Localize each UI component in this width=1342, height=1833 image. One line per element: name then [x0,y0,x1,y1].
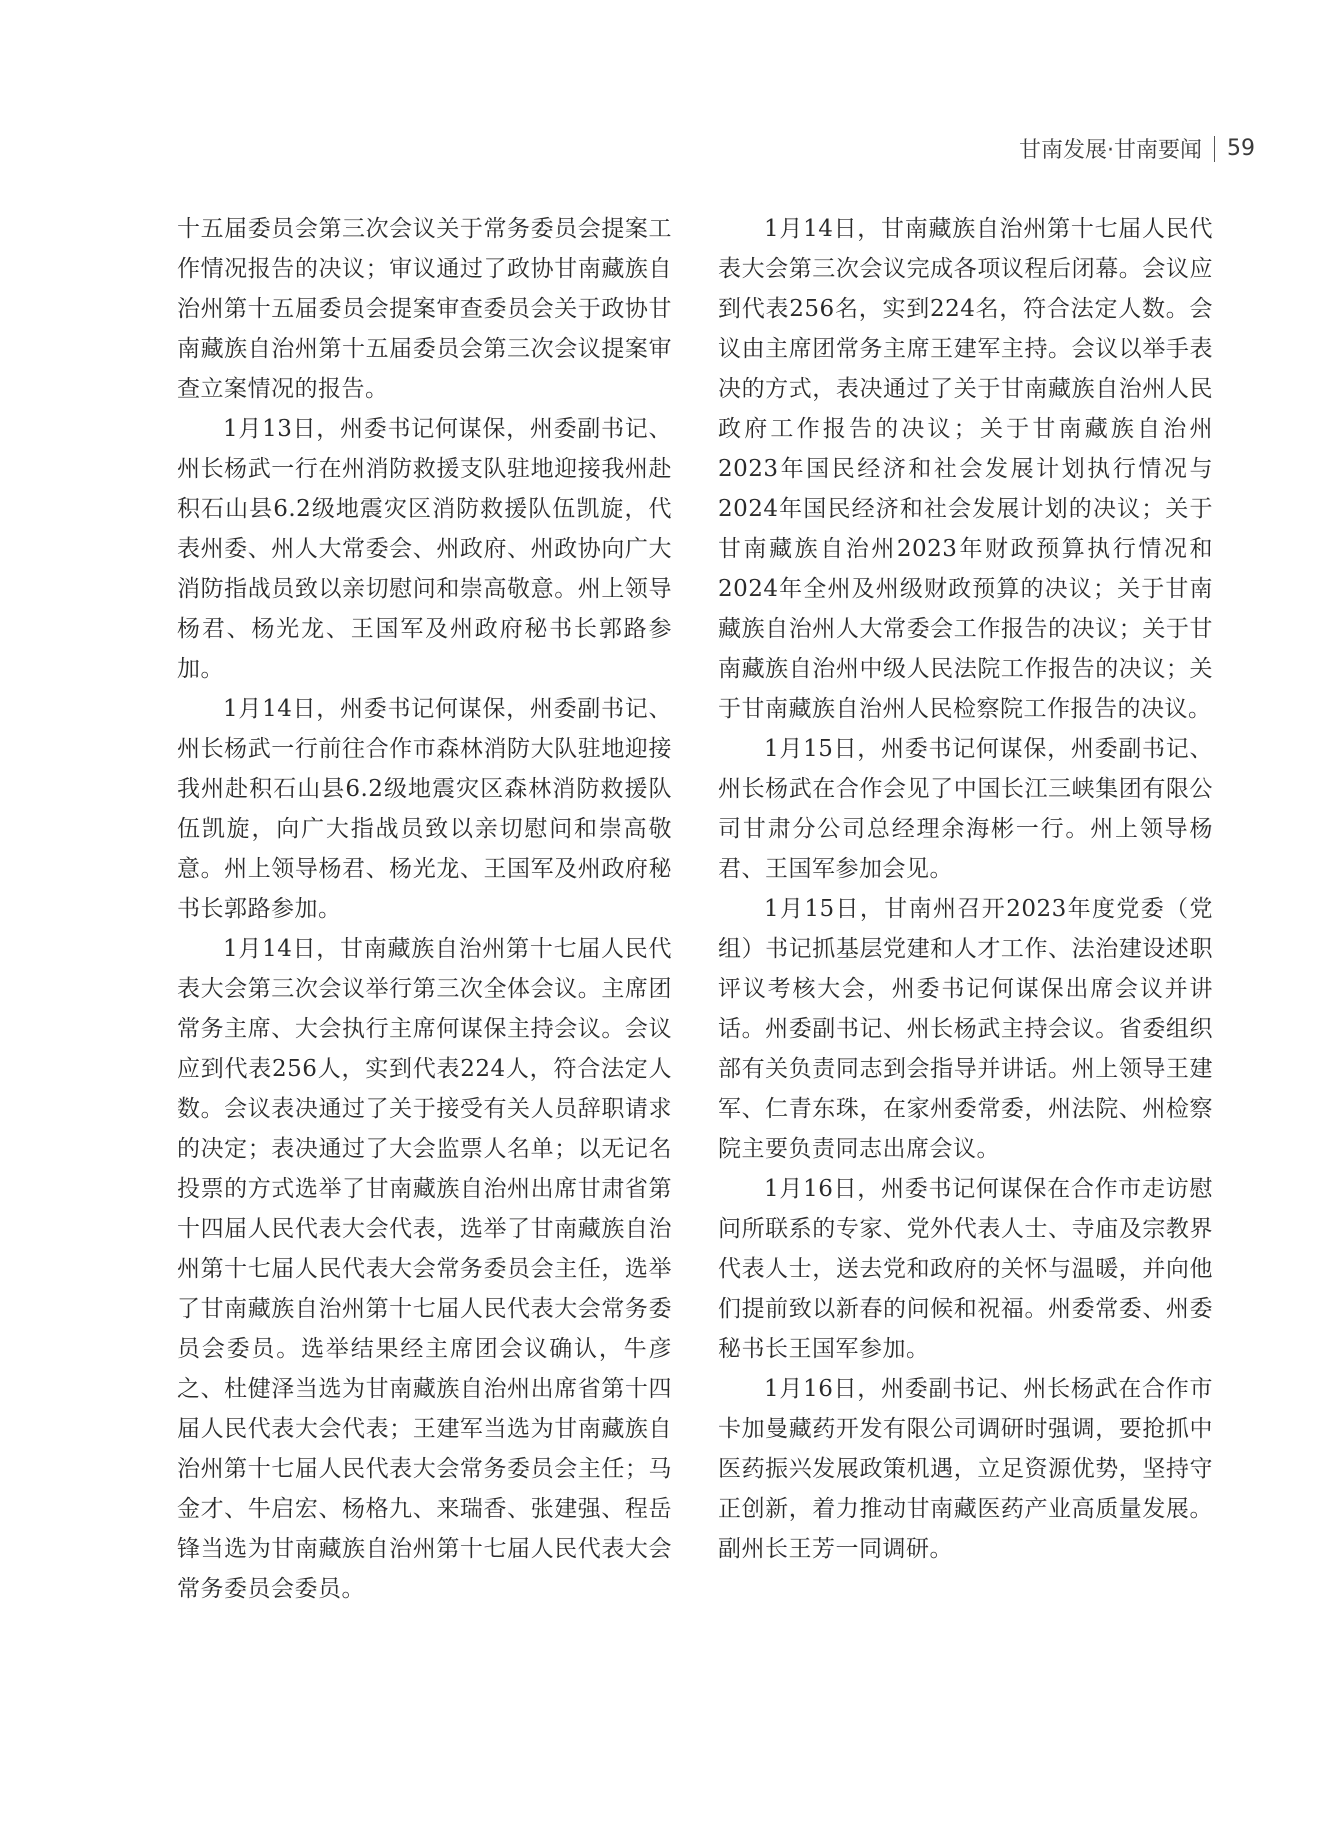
running-header [1019,133,1255,164]
paragraph: 1月16日，州委书记何谋保在合作市走访慰问所联系的专家、党外代表人士、寺庙及宗教界代表人士，送去党和政府的关怀与温暖，并向他们提前致以新春的问候和祝福。州委常委、州委秘书长王国军参加。 [718,1176,1213,1362]
header-divider [1214,136,1215,162]
paragraph: 1月14日，甘南藏族自治州第十七届人民代表大会第三次会议举行第三次全体会议。主席团常务主席、大会执行主席何谋保主持会议。会议应到代表256人，实到代表224人，符合法定人数。会议表决通过了关于接受有关人员辞职请求的决定；表决通过了大会监票人名单；以无记名投票的方式选举了甘南藏族自治州出席甘肃省第十四届人民代表大会代表，选举了甘南藏族自治州第十七届人民代表大会常务委员会主任，选举了甘南藏族自治州第十七届人民代表大会常务委员会委员。选举结果经主席团会议确认，牛彦之、杜健泽当选为甘南藏族自治州出席省第十四届人民代表大会代表；王建军当选为甘南藏族自治州第十七届人民代表大会常务委员会主任；马金才、牛启宏、杨格九、来瑞香、张建强、程岳锋当选为甘南藏族自治州第十七届人民代表大会常务委员会委员。 [177,936,672,1602]
paragraph: 1月13日，州委书记何谋保，州委副书记、州长杨武一行在州消防救援支队驻地迎接我州赴积石山县6.2级地震灾区消防救援队伍凯旋，代表州委、州人大常委会、州政府、州政协向广大消防指战员致以亲切慰问和崇高敬意。州上领导杨君、杨光龙、王国军及州政府秘书长郭路参加。 [177,416,672,682]
paragraph: 十五届委员会第三次会议关于常务委员会提案工作情况报告的决议；审议通过了政协甘南藏族自治州第十五届委员会提案审查委员会关于政协甘南藏族自治州第十五届委员会第三次会议提案审查立案情况的报告。 [177,216,672,402]
right-column [718,209,1213,1569]
paragraph: 1月15日，州委书记何谋保，州委副书记、州长杨武在合作会见了中国长江三峡集团有限公司甘肃分公司总经理余海彬一行。州上领导杨君、王国军参加会见。 [718,736,1213,882]
paragraph: 1月14日，州委书记何谋保，州委副书记、州长杨武一行前往合作市森林消防大队驻地迎接我州赴积石山县6.2级地震灾区森林消防救援队伍凯旋，向广大指战员致以亲切慰问和崇高敬意。州上领导杨君、杨光龙、王国军及州政府秘书长郭路参加。 [177,696,672,922]
paragraph: 1月16日，州委副书记、州长杨武在合作市卡加曼藏药开发有限公司调研时强调，要抢抓中医药振兴发展政策机遇，立足资源优势，坚持守正创新，着力推动甘南藏医药产业高质量发展。副州长王芳一同调研。 [718,1376,1213,1562]
left-column [177,209,672,1609]
paragraph: 1月14日，甘南藏族自治州第十七届人民代表大会第三次会议完成各项议程后闭幕。会议应到代表256名，实到224名，符合法定人数。会议由主席团常务主席王建军主持。会议以举手表决的方式，表决通过了关于甘南藏族自治州人民政府工作报告的决议；关于甘南藏族自治州2023年国民经济和社会发展计划执行情况与2024年国民经济和社会发展计划的决议；关于甘南藏族自治州2023年财政预算执行情况和2024年全州及州级财政预算的决议；关于甘南藏族自治州人大常委会工作报告的决议；关于甘南藏族自治州中级人民法院工作报告的决议；关于甘南藏族自治州人民检察院工作报告的决议。 [718,216,1213,722]
paragraph: 1月15日，甘南州召开2023年度党委（党组）书记抓基层党建和人才工作、法治建设述职评议考核大会，州委书记何谋保出席会议并讲话。州委副书记、州长杨武主持会议。省委组织部有关负责同志到会指导并讲话。州上领导王建军、仁青东珠，在家州委常委，州法院、州检察院主要负责同志出席会议。 [718,896,1213,1162]
section-title: 甘南发展·甘南要闻 [1019,138,1202,163]
page-number: 59 [1227,136,1255,161]
